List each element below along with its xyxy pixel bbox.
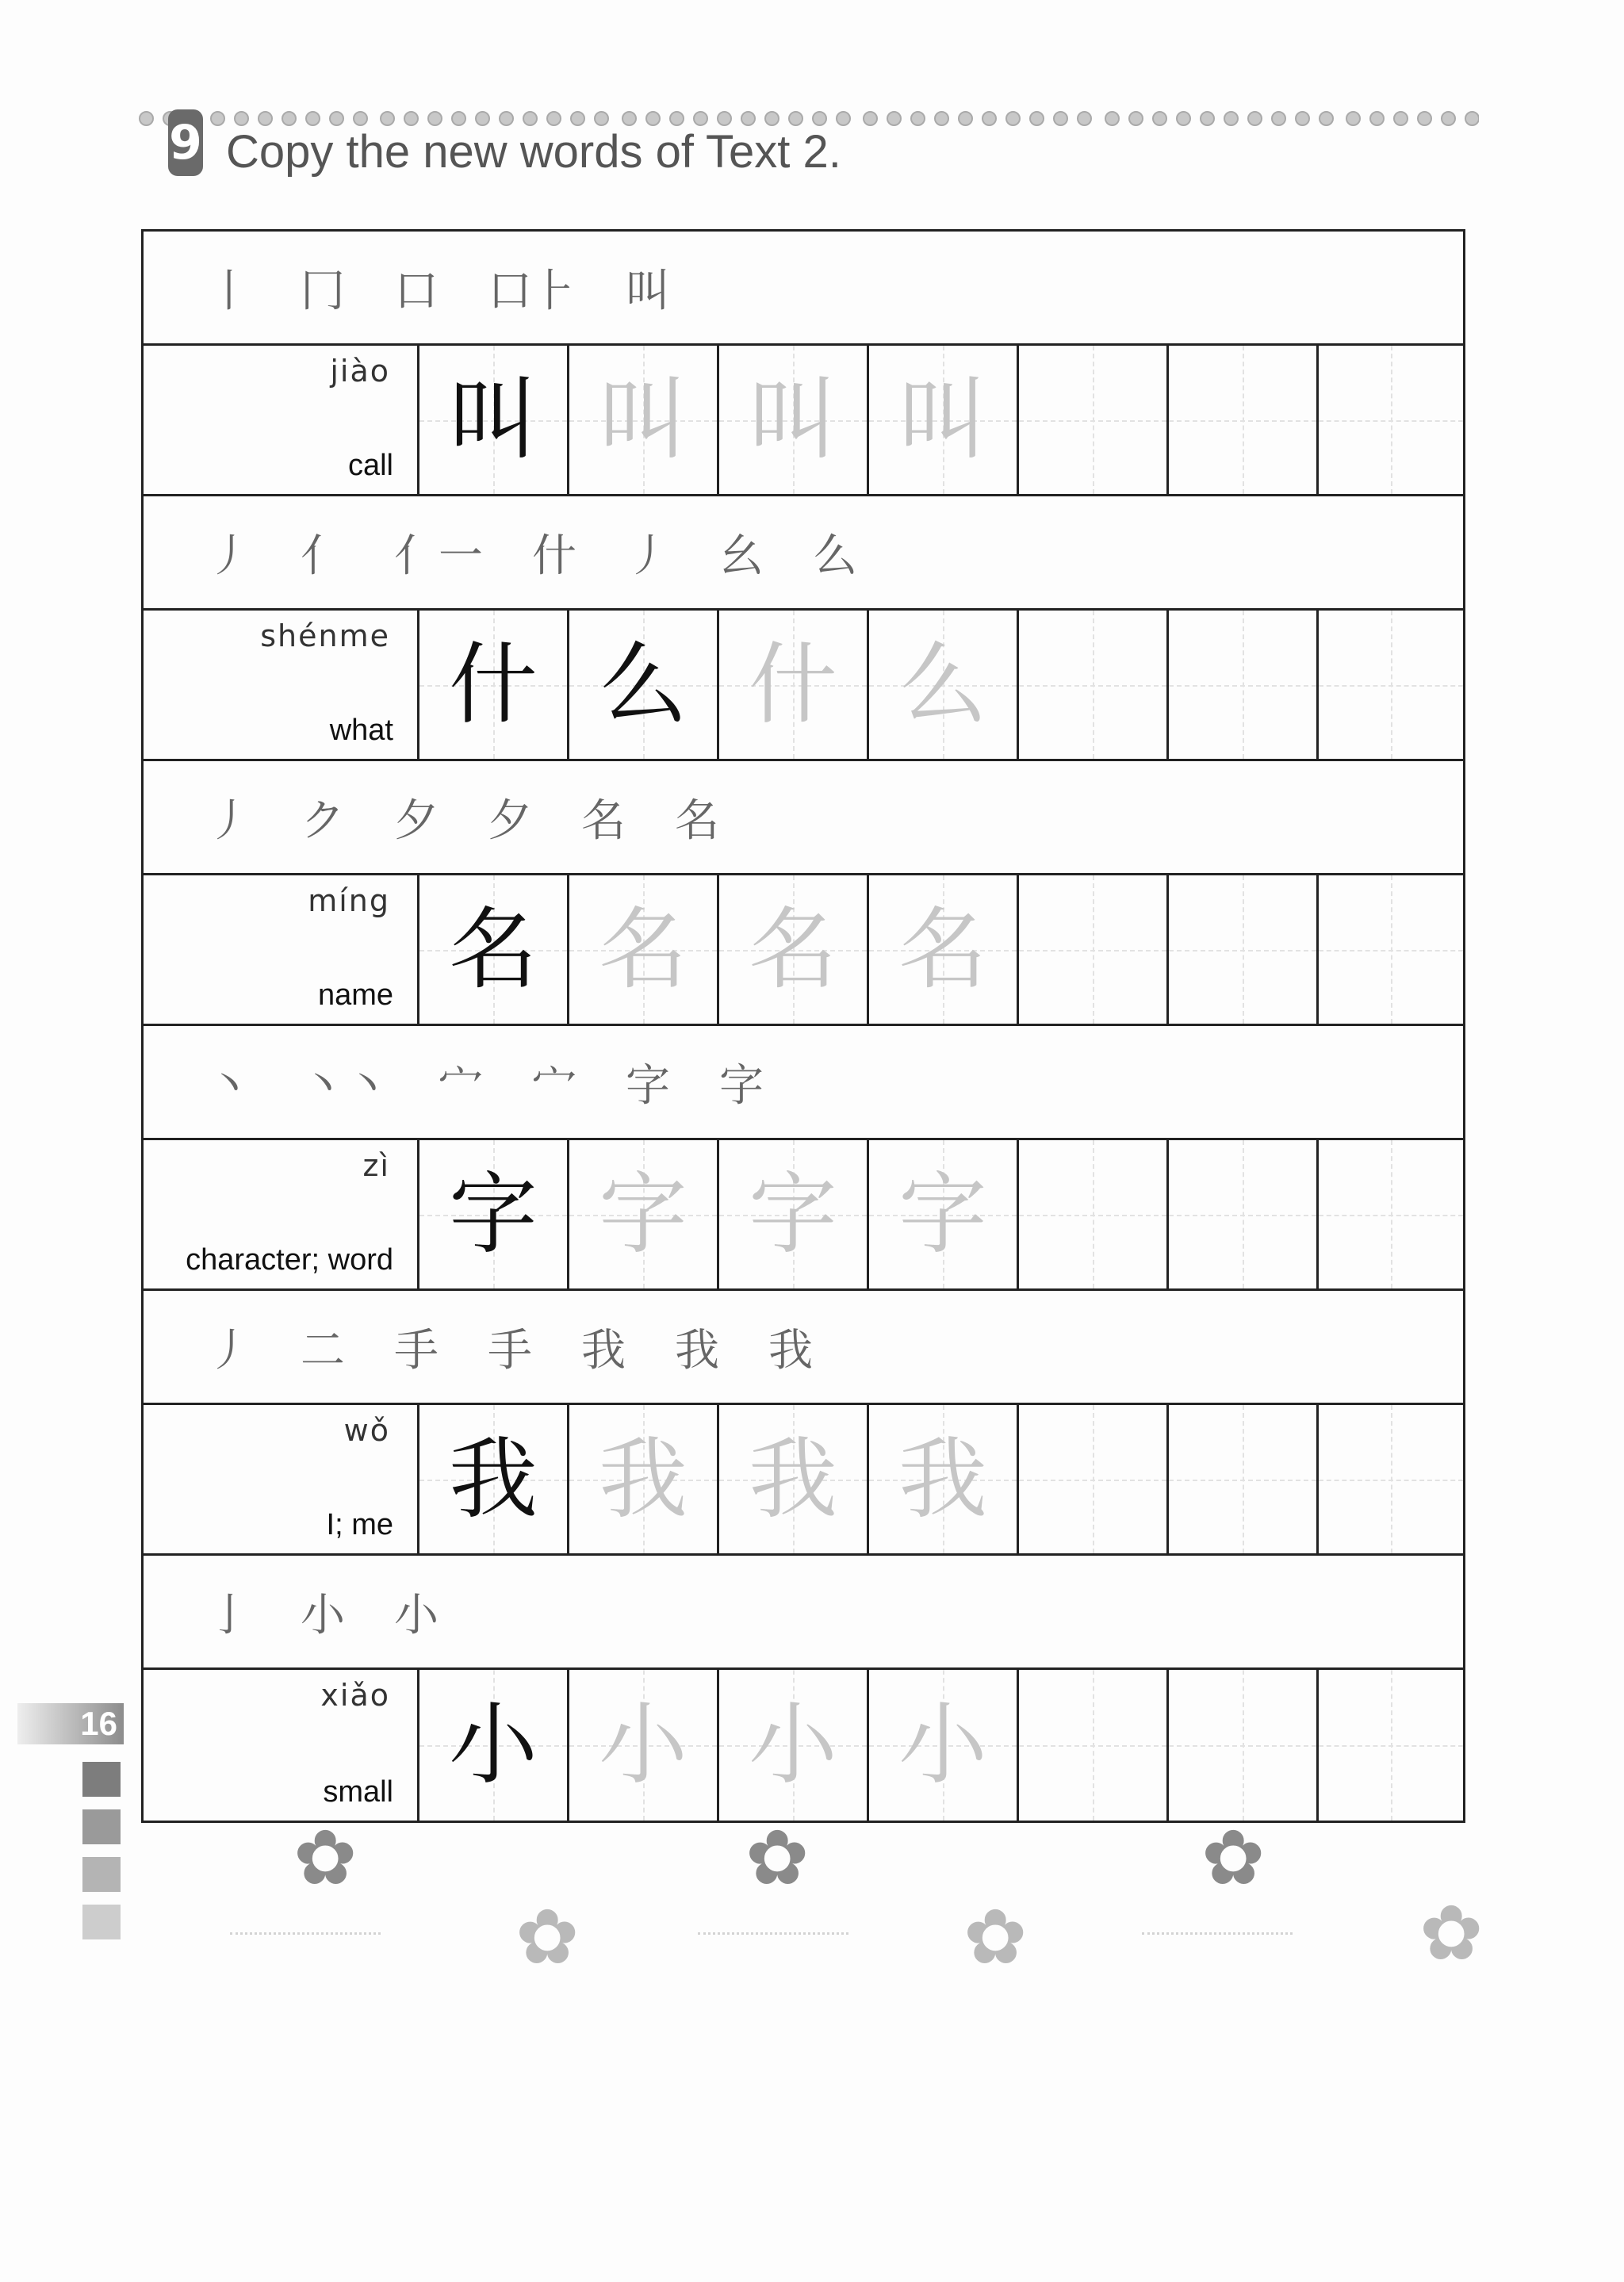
- stroke-step: 丿: [207, 530, 251, 582]
- trace-character-cell: [569, 1140, 719, 1288]
- stroke-order-row: [144, 496, 1463, 611]
- blank-practice-cell: [1019, 611, 1169, 759]
- blank-practice-cell: [1169, 346, 1319, 494]
- trace-character: 名: [599, 898, 688, 1001]
- practice-row: [144, 1140, 1463, 1291]
- trace-character-cell: [719, 875, 869, 1024]
- trace-character: 什: [749, 633, 837, 737]
- trace-character-cell: [869, 1670, 1019, 1821]
- stroke-step: 口: [394, 265, 439, 317]
- trace-character: 字: [599, 1162, 688, 1266]
- trace-character-cell: [719, 1405, 869, 1553]
- stroke-step: 我: [581, 1324, 626, 1376]
- stroke-step: 冂: [301, 265, 345, 317]
- decor-square: [82, 1762, 121, 1797]
- word-label: [144, 611, 419, 759]
- stroke-step: 叫: [626, 265, 670, 317]
- trace-character-cell: [869, 875, 1019, 1024]
- blank-practice-cell: [1169, 1140, 1319, 1288]
- writing-sheet: [141, 229, 1465, 1823]
- stroke-step: 口⺊: [488, 265, 576, 317]
- stroke-step: ク: [301, 794, 345, 847]
- stroke-step: 丨: [207, 265, 251, 317]
- stroke-step: 丶丶: [301, 1059, 389, 1112]
- flower-icon: ✿: [963, 1893, 1028, 1981]
- trace-character: 叫: [749, 368, 837, 472]
- stroke-step: 丿: [207, 1324, 251, 1376]
- blank-practice-cell: [1019, 1670, 1169, 1821]
- trace-character-cell: [569, 346, 719, 494]
- word-label: [144, 875, 419, 1024]
- blank-practice-cell: [1319, 611, 1463, 759]
- blank-practice-cell: [1319, 875, 1463, 1024]
- stroke-order-row: [144, 1291, 1463, 1405]
- stroke-step: 手: [488, 1324, 532, 1376]
- trace-character: 我: [599, 1427, 688, 1531]
- grass-decoration: [230, 1903, 381, 1935]
- word-label: [144, 1405, 419, 1553]
- trace-character: 小: [749, 1694, 837, 1797]
- stroke-step: 夕: [488, 794, 532, 847]
- blank-practice-cell: [1169, 1670, 1319, 1821]
- stroke-step: 丿: [207, 794, 251, 847]
- stroke-step: 我: [768, 1324, 813, 1376]
- practice-row: [144, 611, 1463, 761]
- meaning-text: call: [347, 449, 393, 482]
- model-character: 什: [449, 633, 538, 737]
- decor-square: [82, 1857, 121, 1892]
- model-character-cell: [419, 611, 569, 759]
- trace-character: 我: [749, 1427, 837, 1531]
- flower-icon: ✿: [1201, 1813, 1266, 1902]
- trace-character-cell: [869, 611, 1019, 759]
- trace-character: 名: [898, 898, 987, 1001]
- stroke-step: 我: [675, 1324, 719, 1376]
- blank-practice-cell: [1019, 1140, 1169, 1288]
- trace-character-cell: [569, 1670, 719, 1821]
- practice-row: [144, 1670, 1463, 1821]
- stroke-step: 字: [626, 1059, 670, 1112]
- blank-practice-cell: [1319, 1140, 1463, 1288]
- trace-character: 叫: [599, 368, 688, 472]
- model-character-cell: [419, 1140, 569, 1288]
- flower-icon: ✿: [745, 1813, 810, 1902]
- pinyin-text: wǒ: [343, 1413, 390, 1448]
- word-label: [144, 1670, 419, 1821]
- blank-practice-cell: [1169, 1405, 1319, 1553]
- model-character: 小: [449, 1694, 538, 1797]
- trace-character-cell: [569, 875, 719, 1024]
- word-label: [144, 346, 419, 494]
- trace-character-cell: [869, 1140, 1019, 1288]
- stroke-step: 亻: [301, 530, 345, 582]
- meaning-text: what: [329, 714, 393, 747]
- meaning-text: small: [323, 1775, 393, 1809]
- pinyin-text: míng: [308, 883, 390, 918]
- practice-row: [144, 875, 1463, 1026]
- pinyin-text: shénme: [260, 618, 390, 653]
- blank-practice-cell: [1319, 346, 1463, 494]
- stroke-order-row: [144, 232, 1463, 346]
- stroke-step: 名: [581, 794, 626, 847]
- trace-character-cell: [719, 611, 869, 759]
- trace-character-cell: [719, 1140, 869, 1288]
- blank-practice-cell: [1019, 346, 1169, 494]
- model-character: 么: [599, 633, 688, 737]
- trace-character: 名: [749, 898, 837, 1001]
- stroke-step: 手: [394, 1324, 439, 1376]
- flower-icon: ✿: [515, 1893, 580, 1981]
- practice-row: [144, 346, 1463, 496]
- stroke-step: 小: [394, 1589, 439, 1641]
- stroke-step: 丿: [626, 530, 670, 582]
- practice-row: [144, 1405, 1463, 1556]
- trace-character-cell: [869, 1405, 1019, 1553]
- trace-character: 字: [749, 1162, 837, 1266]
- trace-character-cell: [719, 346, 869, 494]
- stroke-step: 亅: [207, 1589, 251, 1641]
- stroke-order-row: [144, 1026, 1463, 1140]
- stroke-step: 夕: [394, 794, 439, 847]
- stroke-step: 幺: [719, 530, 764, 582]
- exercise-number: 9: [168, 109, 203, 176]
- stroke-step: 丶: [207, 1059, 251, 1112]
- model-character-cell: [419, 346, 569, 494]
- pinyin-text: jiào: [330, 354, 390, 389]
- stroke-step: 什: [532, 530, 576, 582]
- model-character-cell: [569, 611, 719, 759]
- stroke-step: 名: [675, 794, 719, 847]
- meaning-text: I; me: [326, 1508, 393, 1541]
- decor-square: [82, 1905, 121, 1939]
- page-number: 16: [17, 1703, 124, 1744]
- stroke-order-row: [144, 761, 1463, 875]
- trace-character: 我: [898, 1427, 987, 1531]
- model-character: 名: [449, 898, 538, 1001]
- blank-practice-cell: [1169, 611, 1319, 759]
- stroke-step: 二: [301, 1324, 345, 1376]
- blank-practice-cell: [1019, 875, 1169, 1024]
- stroke-step: 么: [813, 530, 857, 582]
- trace-character: 么: [898, 633, 987, 737]
- trace-character: 小: [898, 1694, 987, 1797]
- stroke-step: 宀: [439, 1059, 483, 1112]
- blank-practice-cell: [1319, 1670, 1463, 1821]
- trace-character: 字: [898, 1162, 987, 1266]
- blank-practice-cell: [1169, 875, 1319, 1024]
- grass-decoration: [698, 1903, 848, 1935]
- trace-character-cell: [569, 1405, 719, 1553]
- trace-character-cell: [719, 1670, 869, 1821]
- stroke-step: 字: [719, 1059, 764, 1112]
- stroke-order-row: [144, 1556, 1463, 1670]
- flower-icon: ✿: [293, 1813, 358, 1902]
- model-character: 我: [449, 1427, 538, 1531]
- blank-practice-cell: [1019, 1405, 1169, 1553]
- flower-icon: ✿: [1419, 1889, 1484, 1978]
- blank-practice-cell: [1319, 1405, 1463, 1553]
- trace-character: 叫: [898, 368, 987, 472]
- stroke-step: 小: [301, 1589, 345, 1641]
- exercise-title: Copy the new words of Text 2.: [226, 126, 841, 178]
- stroke-step: 亻一: [394, 530, 483, 582]
- model-character-cell: [419, 1670, 569, 1821]
- trace-character-cell: [869, 346, 1019, 494]
- stroke-step: 宀: [532, 1059, 576, 1112]
- model-character-cell: [419, 1405, 569, 1553]
- trace-character: 小: [599, 1694, 688, 1797]
- pinyin-text: xiǎo: [320, 1678, 390, 1713]
- model-character-cell: [419, 875, 569, 1024]
- model-character: 字: [449, 1162, 538, 1266]
- meaning-text: character; word: [186, 1243, 393, 1277]
- word-label: [144, 1140, 419, 1288]
- model-character: 叫: [449, 368, 538, 472]
- decor-square: [82, 1809, 121, 1844]
- meaning-text: name: [317, 978, 393, 1012]
- grass-decoration: [1142, 1903, 1293, 1935]
- pinyin-text: zì: [362, 1148, 390, 1183]
